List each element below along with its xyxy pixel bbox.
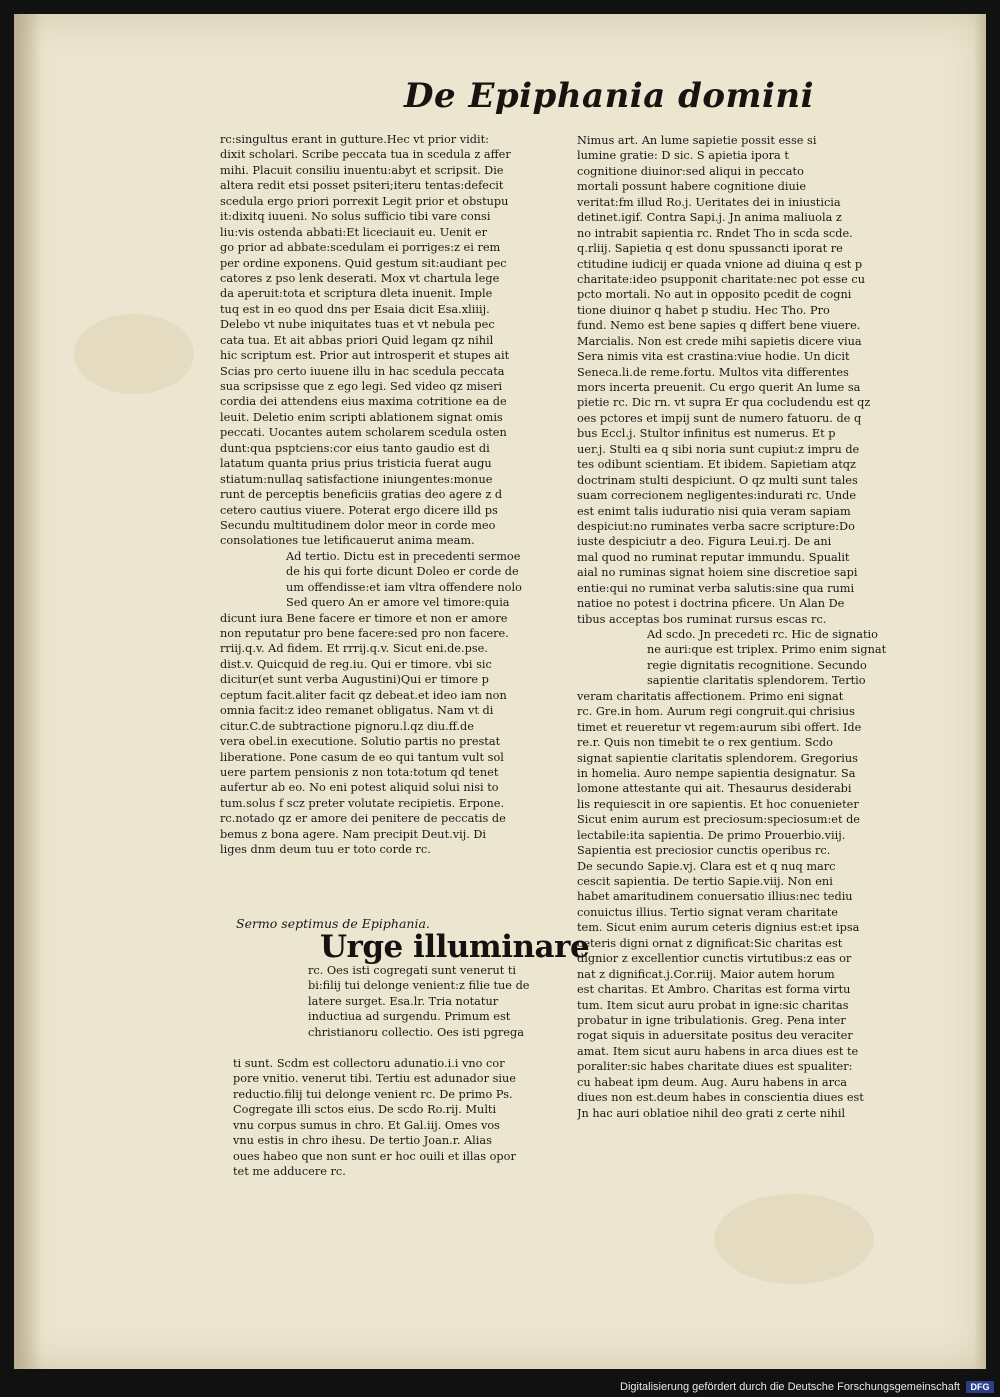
text-line: est charitas. Et Ambro. Charitas est forma virtu <box>577 983 851 997</box>
text-line: vnu corpus sumus in chro. Et Gal.iij. Omes vos <box>233 1118 500 1132</box>
text-line: ctitudine iudicij er quada vnione ad diuina q est p <box>577 257 863 271</box>
text-line: Secundu multitudinem dolor meor in corde meo <box>220 518 496 532</box>
text-line: aufertur ab eo. No eni potest aliquid solui nisi to <box>220 781 499 795</box>
text-line: go prior ad abbate:scedulam ei porriges:z ei rem <box>220 241 501 255</box>
text-line: it:dixitq iuueni. No solus sufficio tibi vare consi <box>220 210 491 224</box>
text-line: Sera nimis vita est crastina:viue hodie. Un dicit <box>577 350 850 364</box>
text-line: lomone attestante qui ait. Thesaurus desiderabi <box>577 782 852 796</box>
text-line: ti sunt. Scdm est collectoru adunatio.i.i vno cor <box>233 1057 505 1070</box>
text-line: veram charitatis affectionem. Primo eni signat <box>577 689 844 703</box>
text-line: veritat:fm illud Ro.j. Ueritates dei in iniusticia <box>577 195 841 209</box>
text-line: runt de perceptis beneficiis gratias deo agere z d <box>220 488 503 502</box>
text-line: dist.v. Quicquid de reg.iu. Qui er timore. vbi sic <box>220 657 492 671</box>
text-line: tum. Item sicut auru probat in igne:sic charitas <box>577 998 849 1012</box>
text-line: lis requiescit in ore sapientis. Et hoc conuenieter <box>577 797 859 811</box>
text-line: timet et reueretur vt regem:aurum sibi offert. Ide <box>577 720 862 734</box>
text-line: cordia dei attendens eius maxima cotritione ea de <box>220 395 507 409</box>
text-line: dignior z excellentior cunctis virtutibus:z eas or <box>577 952 852 966</box>
text-line: regie dignitatis recognitione. Secundo <box>647 658 867 672</box>
text-line: sapientie claritatis splendorem. Tertio <box>647 674 866 688</box>
text-line: oues habeo que non sunt er hoc ouili et illas opor <box>233 1149 516 1163</box>
left-column <box>220 132 575 858</box>
text-line: pietie rc. Dic rn. vt supra Er qua cocludendu est qz <box>577 396 871 410</box>
text-line: cu habeat ipm deum. Aug. Auru habens in arca <box>577 1075 848 1089</box>
text-line: mors incerta preuenit. Cu ergo querit An lume sa <box>577 381 861 394</box>
text-line: Delebo vt nube iniquitates tuas et vt nebula pec <box>220 318 495 332</box>
text-line: vnu estis in chro ihesu. De tertio Joan.r. Alias <box>233 1134 492 1148</box>
text-line: scedula ergo priori porrexit Legit prior et obstupu <box>220 194 509 208</box>
text-line: peccati. Uocantes autem scholarem scedula osten <box>220 426 507 440</box>
text-line: mal quod no ruminat reputar immundu. Spualit <box>577 550 850 564</box>
running-header: De Epiphania domini <box>404 76 815 116</box>
text-line: signat sapientie claritatis splendorem. Gregorius <box>577 751 858 765</box>
text-line: liu:vis ostenda abbati:Et liceciauit eu. Uenit er <box>220 225 488 239</box>
text-line: ceptum facit.aliter facit qz debeat.et ideo iam non <box>220 688 507 702</box>
dfg-logo: DFG <box>966 1381 994 1393</box>
text-line: lumine gratie: D sic. S apietia ipora t <box>577 149 789 163</box>
text-line: citur.C.de subtractione pignoru.l.qz diu.ff.de <box>220 719 474 733</box>
sermon-text-wide <box>233 1056 578 1180</box>
text-line: poraliter:sic habes charitate diues est spualiter: <box>577 1060 853 1074</box>
text-line: Sed quero An er amore vel timore:quia <box>286 596 510 610</box>
text-line: no intrabit sapientia rc. Rndet Tho in scda scde. <box>577 226 853 240</box>
text-line: dicitur(et sunt verba Augustini)Qui er timore p <box>220 673 489 687</box>
text-line: sua scripsisse que z ego legi. Sed video qz miseri <box>220 380 503 393</box>
paper-stain <box>74 314 194 394</box>
text-line: Sicut enim aurum est preciosum:speciosum:et de <box>577 813 860 827</box>
text-line: amat. Item sicut auru habens in arca diues est te <box>577 1044 859 1058</box>
text-line: omnia facit:z ideo remanet obligatus. Nam vt di <box>220 704 494 718</box>
text-line: rc.notado qz er amore dei penitere de peccatis de <box>220 812 506 826</box>
text-line: pore vnitio. venerut tibi. Tertiu est adunador siue <box>233 1072 516 1086</box>
text-line: re.r. Quis non timebit te o rex gentium. Scdo <box>577 736 833 750</box>
text-line: tibus acceptas bos ruminat rursus escas rc. <box>577 612 827 626</box>
text-line: Marcialis. Non est crede mihi sapietis dicere viua <box>577 334 862 348</box>
text-line: charitate:ideo psupponit charitate:nec pot esse cu <box>577 272 866 286</box>
text-line: bemus z bona agere. Nam precipit Deut.vij. Di <box>220 827 487 841</box>
text-line: liges dnm deum tuu er toto corde rc. <box>220 843 431 857</box>
text-line: latere surget. Esa.lr. Tria notatur <box>308 994 499 1008</box>
text-line: dicunt iura Bene facere er timore et non er amore <box>220 611 508 625</box>
text-line: latatum quanta prius prius tristicia fuerat augu <box>220 457 492 471</box>
text-line: fund. Nemo est bene sapies q differt bene viuere. <box>577 319 861 333</box>
text-line: per ordine exponens. Quid gestum sit:audiant pec <box>220 256 507 270</box>
footer-credit: Digitalisierung gefördert durch die Deutsche Forschungsgemeinschaft <box>620 1381 960 1393</box>
text-line: ceteris digni ornat z dignificat:Sic charitas est <box>577 936 843 950</box>
sermon-heading: Sermo septimus de Epiphania. <box>236 916 430 931</box>
text-line: iuste despiciutr a deo. Figura Leui.rj. De ani <box>577 535 832 549</box>
right-column <box>577 133 937 1121</box>
text-line: vera obel.in executione. Solutio partis no prestat <box>220 735 501 749</box>
text-line: cescit sapientia. De tertio Sapie.viij. Non eni <box>577 875 833 888</box>
text-line: Seneca.li.de reme.fortu. Multos vita differentes <box>577 365 849 379</box>
text-line: rc. Gre.in hom. Aurum regi congruit.qui chrisius <box>577 705 855 719</box>
text-line: est enimt talis iuduratio nisi quia veram sapiam <box>577 504 851 518</box>
text-line: despiciut:no ruminates verba sacre scripture:Do <box>577 519 855 533</box>
text-line: tes odibunt scientiam. Et ibidem. Sapietiam atqz <box>577 458 856 472</box>
text-line: bus Eccl.j. Stultor infinitus est numerus. Et p <box>577 427 836 441</box>
text-line: Cogregate illi sctos eius. De scdo Ro.rij. Multi <box>233 1103 497 1117</box>
text-line: conuictus illius. Tertio signat veram charitate <box>577 905 838 919</box>
text-line: Jn hac auri oblatioe nihil deo grati z certe nihil <box>577 1106 846 1120</box>
sermon-title: Urge illuminare <box>320 929 590 965</box>
text-line: doctrinam stulti despiciunt. O qz multi sunt tales <box>577 473 858 487</box>
text-line: in homelia. Auro nempe sapientia designatur. Sa <box>577 766 856 780</box>
text-line: reductio.filij tui delonge venient rc. De primo Ps. <box>233 1087 513 1101</box>
text-line: Ad scdo. Jn precedeti rc. Hic de signatio <box>647 628 878 641</box>
text-line: probatur in igne tribulationis. Greg. Pena inter <box>577 1013 846 1027</box>
text-line: um offendisse:et iam vltra offendere nolo <box>286 580 522 594</box>
text-line: leuit. Deletio enim scripti ablationem signat omis <box>220 410 503 424</box>
text-line: consolationes tue letificauerut anima meam. <box>220 534 475 548</box>
text-line: christianoru collectio. Oes isti pgrega <box>308 1025 524 1039</box>
text-line: Scias pro certo iuuene illu in hac scedula peccata <box>220 364 505 378</box>
text-line: oes pctores et impij sunt de numero fatuoru. de q <box>577 411 862 425</box>
text-line: nat z dignificat.j.Cor.riij. Maior autem horum <box>577 967 835 981</box>
text-line: inductiua ad surgendu. Primum est <box>308 1010 511 1024</box>
text-line: entie:qui no ruminat verba salutis:sine qua rumi <box>577 581 855 595</box>
text-line: dixit scholari. Scribe peccata tua in scedula z affer <box>220 148 511 162</box>
text-line: diues non est.deum habes in conscientia diues est <box>577 1091 864 1105</box>
text-line: q.rliij. Sapietia q est donu spussancti iporat re <box>577 242 843 256</box>
text-line: cata tua. Et ait abbas priori Quid legam qz nihil <box>220 333 494 347</box>
text-line: cetero cautius viuere. Poterat ergo dicere illd ps <box>220 503 498 517</box>
paper-stain <box>714 1194 874 1284</box>
text-line: non reputatur pro bene facere:sed pro non facere. <box>220 627 509 640</box>
text-line: hic scriptum est. Prior aut introsperit et stupes ait <box>220 349 510 363</box>
text-line: Ad tertio. Dictu est in precedenti sermoe <box>286 549 521 563</box>
text-line: catores z pso lenk deserati. Mox vt chartula lege <box>220 271 500 285</box>
text-line: suam correcionem negligentes:indurati rc. Unde <box>577 489 857 503</box>
text-line: dunt:qua psptciens:cor eius tanto gaudio est di <box>220 441 490 455</box>
text-line: tet me adducere rc. <box>233 1165 346 1179</box>
text-line: lectabile:ita sapientia. De primo Prouerbio.viij. <box>577 828 846 842</box>
text-line: cognitione diuinor:sed aliqui in peccato <box>577 164 804 178</box>
text-line: Nimus art. An lume sapietie possit esse si <box>577 134 817 147</box>
text-line: stiatum:nullaq satisfactione iniungentes:monue <box>220 472 493 486</box>
text-line: uer.j. Stulti ea q sibi noria sunt cupiut:z impru de <box>577 442 860 456</box>
sermon-text-narrow <box>308 963 578 1040</box>
text-line: rriij.q.v. Ad fidem. Et rrrij.q.v. Sicut eni.de.pse. <box>220 642 488 656</box>
text-line: detinet.igif. Contra Sapi.j. Jn anima maliuola z <box>577 211 842 225</box>
text-line: tem. Sicut enim aurum ceteris dignius est:et ipsa <box>577 921 860 935</box>
text-line: mihi. Placuit consiliu inuentu:abyt et scripsit. Die <box>220 163 504 177</box>
text-line: rc:singultus erant in gutture.Hec vt prior vidit: <box>220 133 489 146</box>
text-line: tione diuinor q habet p studiu. Hec Tho. Pro <box>577 303 830 317</box>
text-line: ne auri:que est triplex. Primo enim signat <box>647 643 887 657</box>
text-line: aial no ruminas signat hoiem sine discretioe sapi <box>577 566 858 580</box>
text-line: natioe no potest i doctrina pficere. Un Alan De <box>577 597 845 611</box>
text-line: de his qui forte dicunt Doleo er corde de <box>286 565 519 579</box>
text-line: uere partem pensionis z non tota:totum qd tenet <box>220 765 499 779</box>
text-line: bi:filij tui delonge venient:z filie tue de <box>308 979 530 993</box>
text-line: mortali possunt habere cognitione diuie <box>577 180 807 194</box>
text-line: rogat siquis in aduersitate positus deu veraciter <box>577 1029 853 1043</box>
text-line: Sapientia est preciosior cunctis operibus rc. <box>577 844 831 858</box>
text-line: liberatione. Pone casum de eo qui tantum vult sol <box>220 750 504 764</box>
text-line: De secundo Sapie.vj. Clara est et q nuq marc <box>577 859 836 873</box>
text-line: altera redit etsi posset psiteri;iteru tentas:defecit <box>220 179 504 193</box>
text-line: tuq est in eo quod dns per Esaia dicit Esa.xliiij. <box>220 302 490 316</box>
text-line: rc. Oes isti cogregati sunt venerut ti <box>308 964 517 977</box>
text-line: da aperuit:tota et scriptura dleta inuenit. Imple <box>220 287 493 301</box>
text-line: habet amaritudinem conuersatio illius:nec tediu <box>577 890 853 904</box>
text-line: tum.solus f scz preter volutate recipietis. Erpone. <box>220 796 505 810</box>
text-line: pcto mortali. No aut in opposito pcedit de cogni <box>577 288 852 302</box>
